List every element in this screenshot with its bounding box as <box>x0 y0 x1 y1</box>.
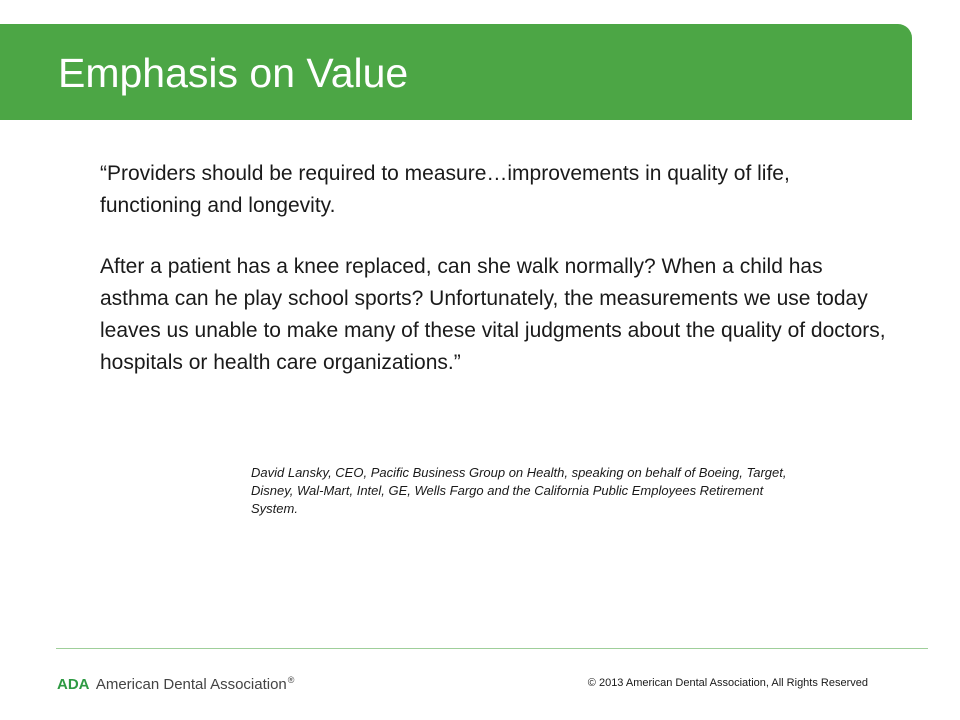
registered-mark: ® <box>287 675 295 685</box>
quote-paragraph-2: After a patient has a knee replaced, can she walk normally? When a child has asthma can he play school sports? Unfortunately, the measurements we use today leaves us unable to make many of these vital judgments about the quality of doctors, hospitals or health care organizations.” <box>100 255 886 374</box>
copyright-notice: © 2013 American Dental Association, All Rights Reserved <box>587 677 868 689</box>
quote-attribution: David Lansky, CEO, Pacific Business Group on Health, speaking on behalf of Boeing, Target, Disney, Wal-Mart, Intel, GE, Wells Fargo and the California Public Employees Retirement System. <box>251 465 787 516</box>
quote-body <box>100 158 900 379</box>
ada-logo <box>57 670 294 695</box>
quote-paragraph-1: “Providers should be required to measure…improvements in quality of life, functioning and longevity. <box>100 162 790 217</box>
slide-title: Emphasis on Value <box>58 50 409 96</box>
logo-organization-name: American Dental Association <box>95 676 287 693</box>
logo-abbreviation: ADA <box>57 676 90 693</box>
footer-divider <box>56 648 928 649</box>
